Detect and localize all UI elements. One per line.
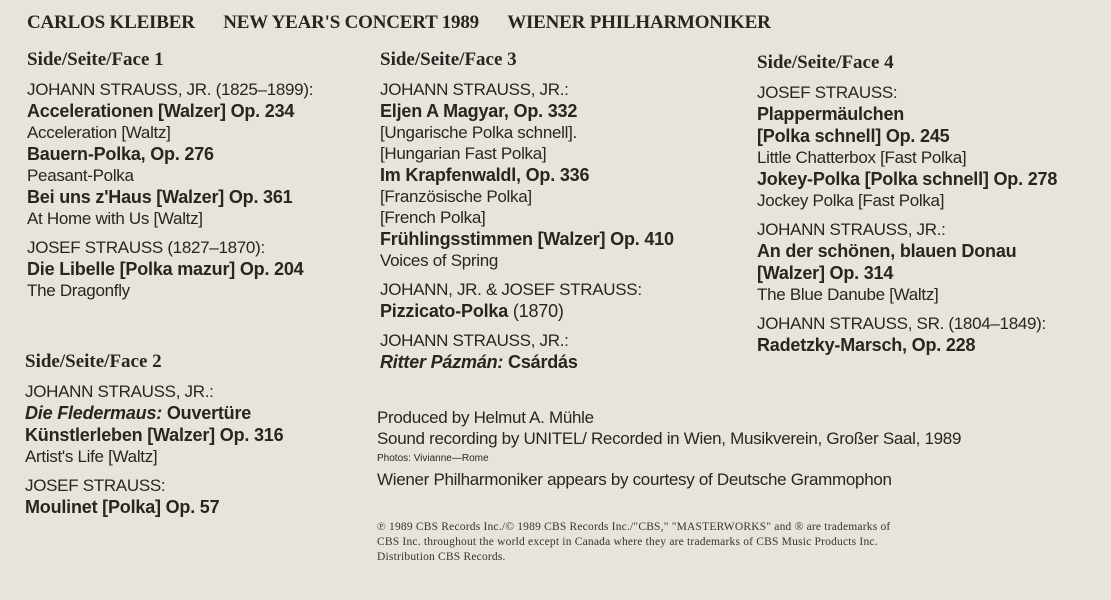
work-title-main: Pizzicato-Polka — [380, 301, 509, 321]
legal-notice — [377, 520, 1037, 565]
composer-line: JOSEF STRAUSS: — [757, 83, 898, 102]
work-title: Die Libelle [Polka mazur] Op. 204 — [27, 259, 304, 279]
work-translation: [French Polka] — [380, 208, 486, 227]
legal-line: CBS Inc. throughout the world except in Canada where they are trademarks of CBS Music Products Inc. — [377, 536, 878, 548]
side-2-section — [25, 351, 283, 518]
side-1-heading: Side/Seite/Face 1 — [27, 49, 164, 70]
composer-line: JOHANN STRAUSS, JR.: — [25, 382, 214, 401]
orchestra-name: WIENER PHILHARMONIKER — [507, 12, 771, 33]
work-translation: Voices of Spring — [380, 251, 499, 270]
side-1-section — [27, 49, 313, 301]
credits-block — [377, 407, 961, 490]
work-title: Eljen A Magyar, Op. 332 — [380, 101, 578, 121]
work-translation: At Home with Us [Waltz] — [27, 209, 203, 228]
work-title: Frühlingsstimmen [Walzer] Op. 410 — [380, 229, 674, 249]
work-translation: Jockey Polka [Fast Polka] — [757, 191, 945, 210]
recording-credit: Sound recording by UNITEL/ Recorded in Wien, Musikverein, Großer Saal, 1989 — [377, 429, 962, 448]
work-title: Plappermäulchen — [757, 104, 905, 124]
work-translation: Peasant-Polka — [27, 166, 134, 185]
work-title-italic: Die Fledermaus: — [25, 403, 163, 423]
work-translation: Little Chatterbox [Fast Polka] — [757, 148, 967, 167]
side-3-section — [380, 49, 674, 373]
work-title: [Walzer] Op. 314 — [757, 263, 894, 283]
work-title-rest: Ouvertüre — [162, 403, 252, 423]
work-translation: The Blue Danube [Waltz] — [757, 285, 939, 304]
work-title: Moulinet [Polka] Op. 57 — [25, 497, 220, 517]
composer-line: JOHANN, JR. & JOSEF STRAUSS: — [380, 280, 642, 299]
work-translation: [Französische Polka] — [380, 187, 532, 206]
work-title: An der schönen, blauen Donau — [757, 241, 1017, 261]
album-header — [27, 12, 795, 34]
work-title — [380, 300, 674, 322]
side-4-section — [757, 52, 1057, 356]
work-title — [25, 402, 283, 424]
work-title-italic: Ritter Pázmán: — [380, 352, 504, 372]
work-title: Jokey-Polka [Polka schnell] Op. 278 — [757, 169, 1058, 189]
composer-line: JOHANN STRAUSS, SR. (1804–1849): — [757, 314, 1046, 333]
composer-line: JOSEF STRAUSS: — [25, 476, 166, 495]
composer-line: JOHANN STRAUSS, JR. (1825–1899): — [27, 80, 314, 99]
composer-line: JOHANN STRAUSS, JR.: — [380, 331, 569, 350]
photo-credit: Photos: Vivianne—Rome — [377, 453, 489, 464]
work-title: Künstlerleben [Walzer] Op. 316 — [25, 425, 284, 445]
work-title: Bauern-Polka, Op. 276 — [27, 144, 214, 164]
work-title: [Polka schnell] Op. 245 — [757, 126, 950, 146]
side-2-heading: Side/Seite/Face 2 — [25, 351, 162, 372]
conductor-name: CARLOS KLEIBER — [27, 12, 195, 33]
side-3-heading: Side/Seite/Face 3 — [380, 49, 517, 70]
legal-line: ℗ 1989 CBS Records Inc./© 1989 CBS Records Inc./"CBS," "MASTERWORKS" and ® are trademarks of — [377, 521, 891, 533]
work-translation: [Ungarische Polka schnell]. — [380, 123, 577, 142]
producer-credit: Produced by Helmut A. Mühle — [377, 408, 594, 427]
concert-title: NEW YEAR'S CONCERT 1989 — [223, 12, 479, 33]
work-title: Radetzky-Marsch, Op. 228 — [757, 335, 976, 355]
composer-line: JOHANN STRAUSS, JR.: — [380, 80, 569, 99]
work-translation: Artist's Life [Waltz] — [25, 447, 158, 466]
work-year: (1870) — [508, 301, 564, 321]
composer-line: JOSEF STRAUSS (1827–1870): — [27, 238, 265, 257]
work-title: Accelerationen [Walzer] Op. 234 — [27, 101, 295, 121]
work-title — [380, 351, 674, 373]
composer-line: JOHANN STRAUSS, JR.: — [757, 220, 946, 239]
work-translation: The Dragonfly — [27, 281, 130, 300]
work-translation: [Hungarian Fast Polka] — [380, 144, 547, 163]
work-translation: Acceleration [Waltz] — [27, 123, 171, 142]
work-title-rest: Csárdás — [503, 352, 578, 372]
side-4-heading: Side/Seite/Face 4 — [757, 52, 894, 73]
courtesy-credit: Wiener Philharmoniker appears by courtesy of Deutsche Grammophon — [377, 470, 892, 489]
work-title: Im Krapfenwaldl, Op. 336 — [380, 165, 590, 185]
legal-line: Distribution CBS Records. — [377, 551, 506, 563]
work-title: Bei uns z'Haus [Walzer] Op. 361 — [27, 187, 293, 207]
